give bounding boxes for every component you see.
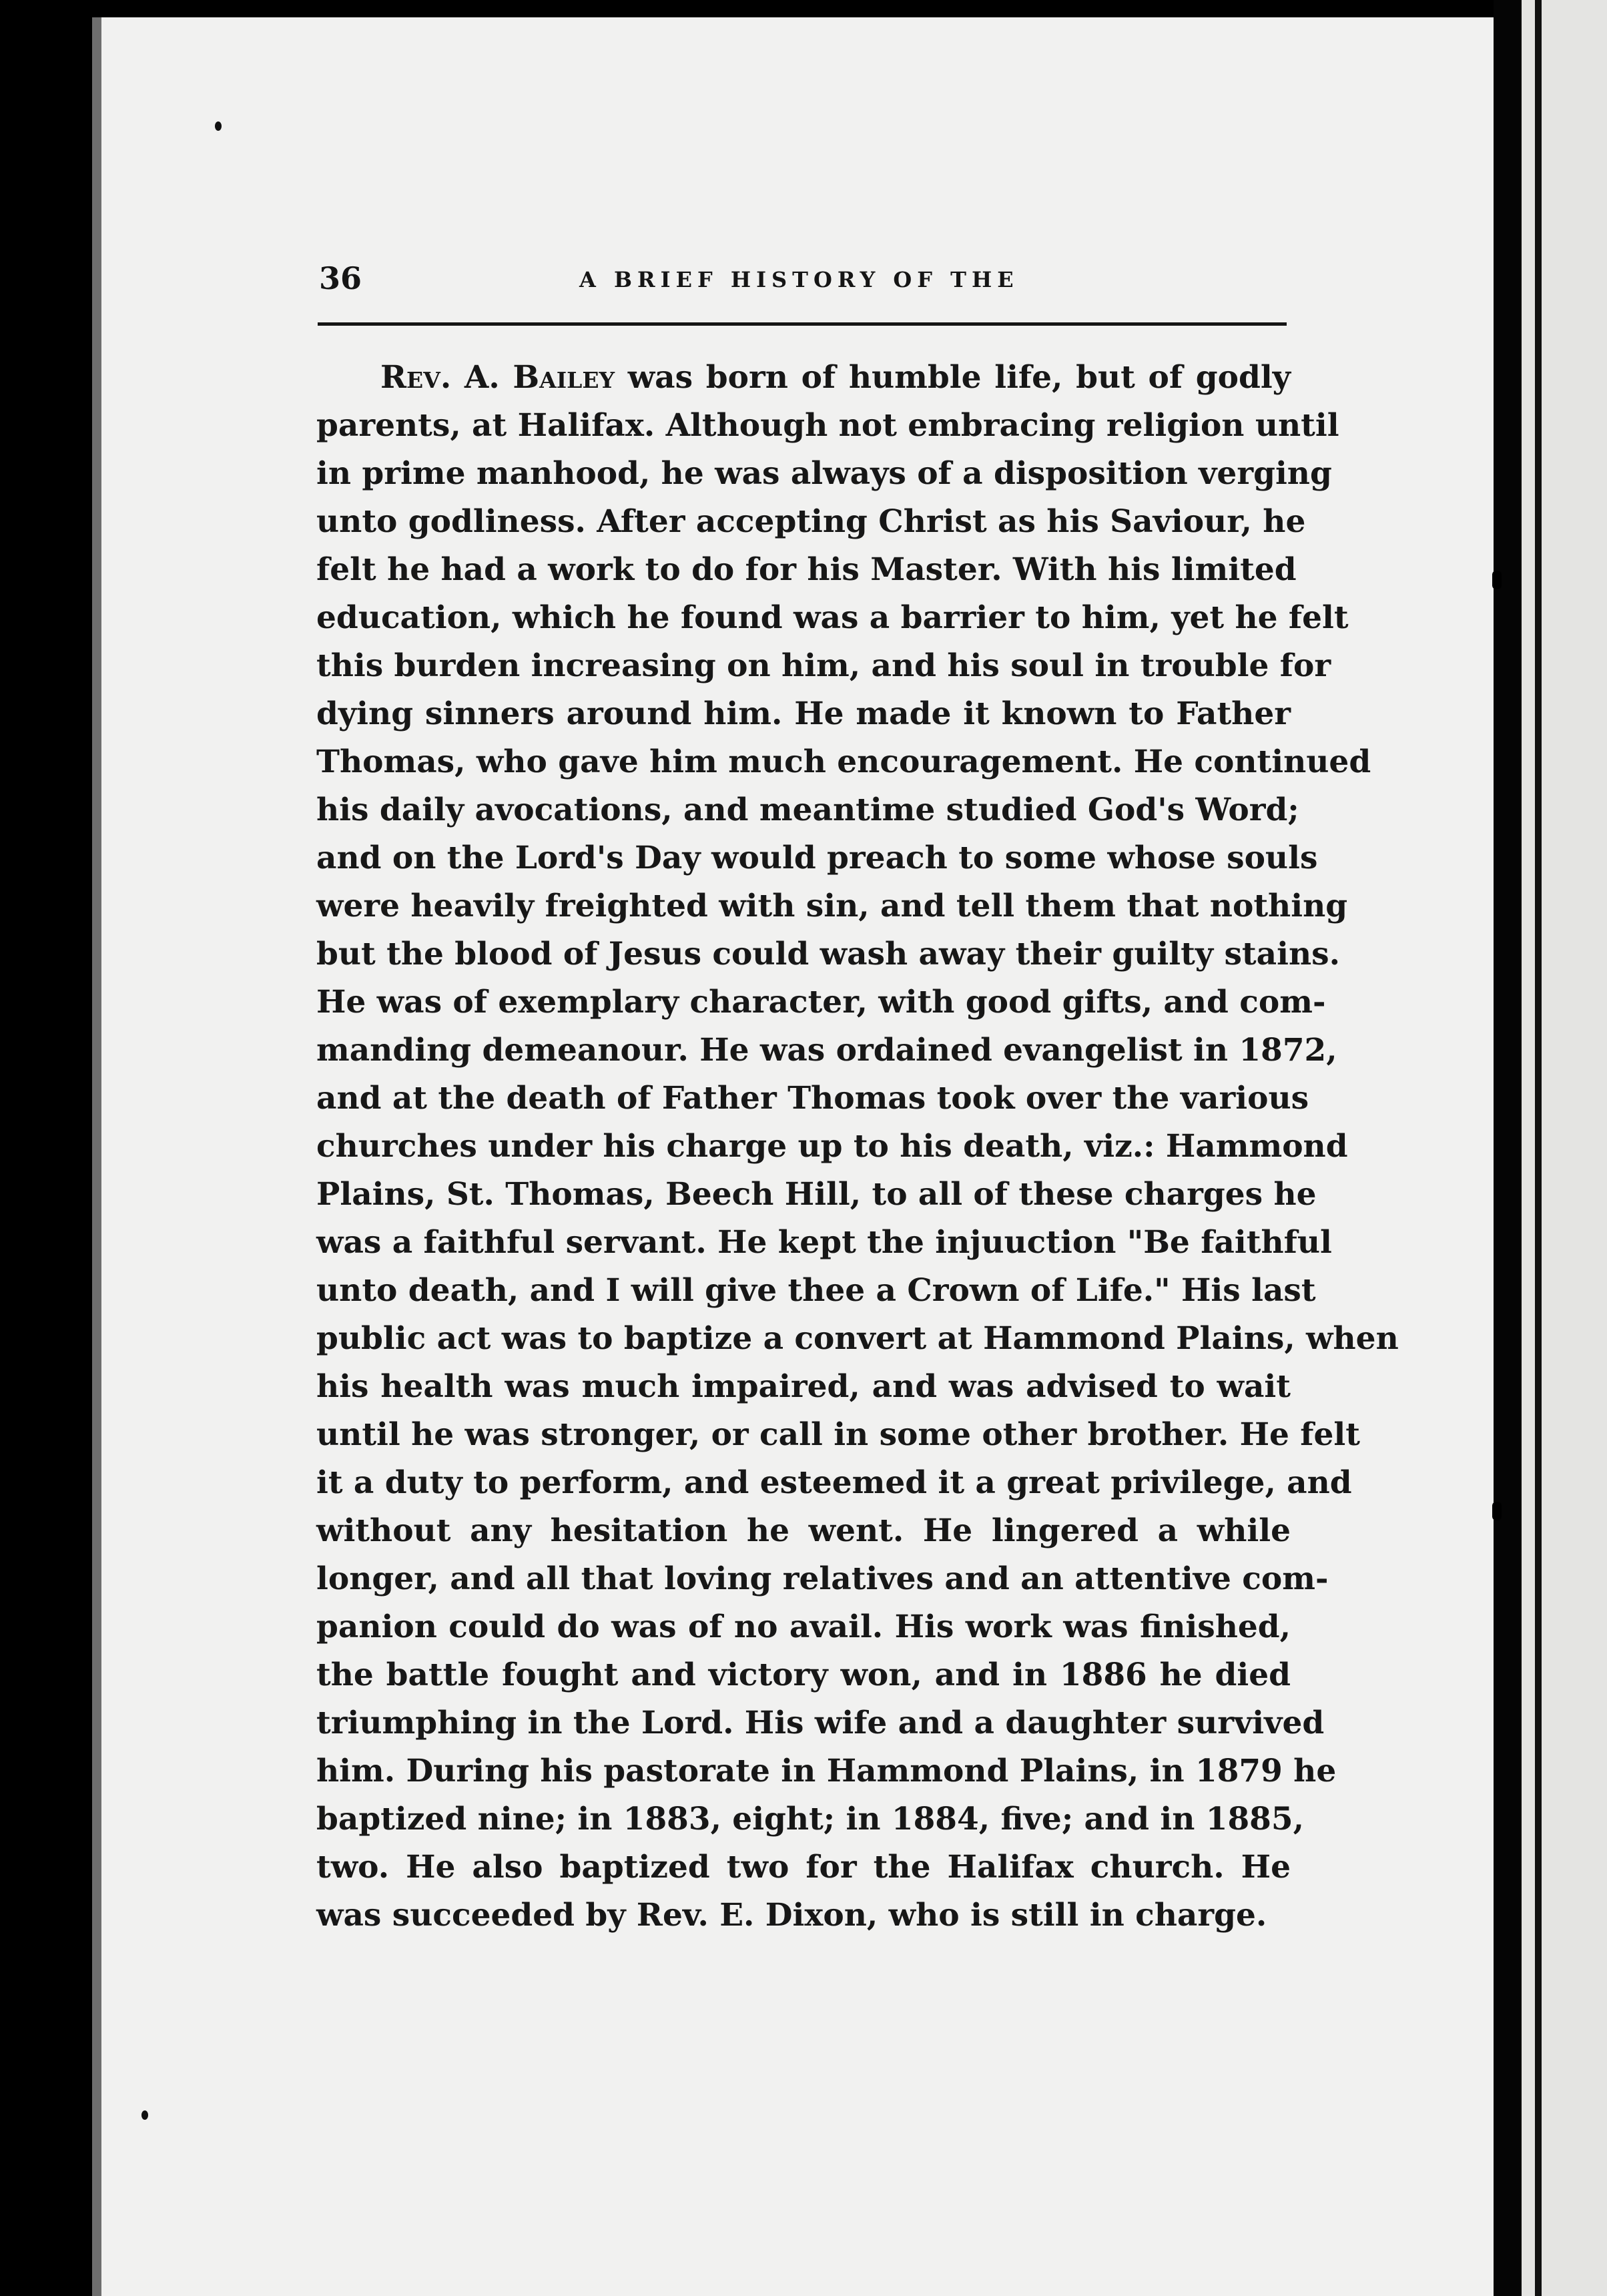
text-line: it a duty to perform, and esteemed it a great privilege, and: [316, 1464, 1352, 1501]
text-line: dying sinners around him. He made it known to Father: [316, 695, 1291, 732]
dust-speck-upper: [215, 121, 222, 131]
text-line: Plains, St. Thomas, Beech Hill, to all of these charges he: [316, 1176, 1317, 1213]
text-line: [316, 354, 1291, 402]
book-gutter: [1494, 0, 1522, 2296]
text-line: the battle fought and victory won, and in 1886 he died: [316, 1657, 1291, 1693]
text-line: parents, at Halifax. Although not embracing religion until: [316, 407, 1339, 444]
text-line: education, which he found was a barrier to him, yet he felt: [316, 599, 1349, 636]
text-line: this burden increasing on him, and his soul in trouble for: [316, 647, 1331, 684]
text-line: churches under his charge up to his death, viz.: Hammond: [316, 1128, 1348, 1165]
text-line: in prime manhood, he was always of a disposition verging: [316, 455, 1332, 492]
text-line-final: was succeeded by Rev. E. Dixon, who is still in charge.: [316, 1897, 1267, 1934]
page-number: 36: [319, 260, 362, 296]
text-line: manding demeanour. He was ordained evangelist in 1872,: [316, 1032, 1337, 1069]
running-head: [319, 260, 1293, 307]
dust-speck-lower: [141, 2110, 148, 2120]
running-title: A BRIEF HISTORY OF THE: [579, 267, 1019, 292]
text-line: public act was to baptize a convert at Hammond Plains, when: [316, 1320, 1399, 1357]
header-rule: [318, 322, 1287, 326]
text-line: unto godliness. After accepting Christ as his Saviour, he: [316, 503, 1306, 540]
text-line: Thomas, who gave him much encouragement. He continued: [316, 744, 1371, 780]
text-line: panion could do was of no avail. His work was finished,: [316, 1609, 1291, 1645]
body-paragraph: [316, 354, 1399, 1940]
text-line: two. He also baptized two for the Halifax church. He: [316, 1849, 1291, 1886]
lead-in-name: Rev. A. Bailey: [380, 359, 615, 396]
text-line: unto death, and I will give thee a Crown of Life." His last: [316, 1272, 1316, 1309]
text-line: him. During his pastorate in Hammond Plains, in 1879 he: [316, 1753, 1337, 1789]
text-line: was a faithful servant. He kept the injuuction "Be faithful: [316, 1224, 1332, 1261]
text-line: felt he had a work to do for his Master. With his limited: [316, 551, 1297, 588]
text-line: and on the Lord's Day would preach to some whose souls: [316, 840, 1318, 876]
text-line: until he was stronger, or call in some other brother. He felt: [316, 1416, 1360, 1453]
text-line: baptized nine; in 1883, eight; in 1884, five; and in 1885,: [316, 1801, 1304, 1837]
text-line: triumphing in the Lord. His wife and a daughter survived: [316, 1705, 1325, 1741]
text-line: but the blood of Jesus could wash away their guilty stains.: [316, 936, 1340, 972]
text-line: without any hesitation he went. He lingered a while: [316, 1512, 1291, 1549]
gutter-mark-upper: [1492, 571, 1502, 589]
text-line: his daily avocations, and meantime studied God's Word;: [316, 792, 1299, 828]
text-line: and at the death of Father Thomas took over the various: [316, 1080, 1309, 1117]
gutter-mark-lower: [1492, 1502, 1502, 1520]
text-line: his health was much impaired, and was advised to wait: [316, 1368, 1291, 1405]
text-line-rest: was born of humble life, but of godly: [615, 359, 1291, 396]
text-line: longer, and all that loving relatives and an attentive com-: [316, 1560, 1329, 1597]
text-line: were heavily freighted with sin, and tell them that nothing: [316, 888, 1348, 924]
facing-page-shadow-line: [1535, 0, 1542, 2296]
page-left-edge-shadow: [92, 17, 101, 2296]
text-line: He was of exemplary character, with good gifts, and com-: [316, 984, 1326, 1021]
